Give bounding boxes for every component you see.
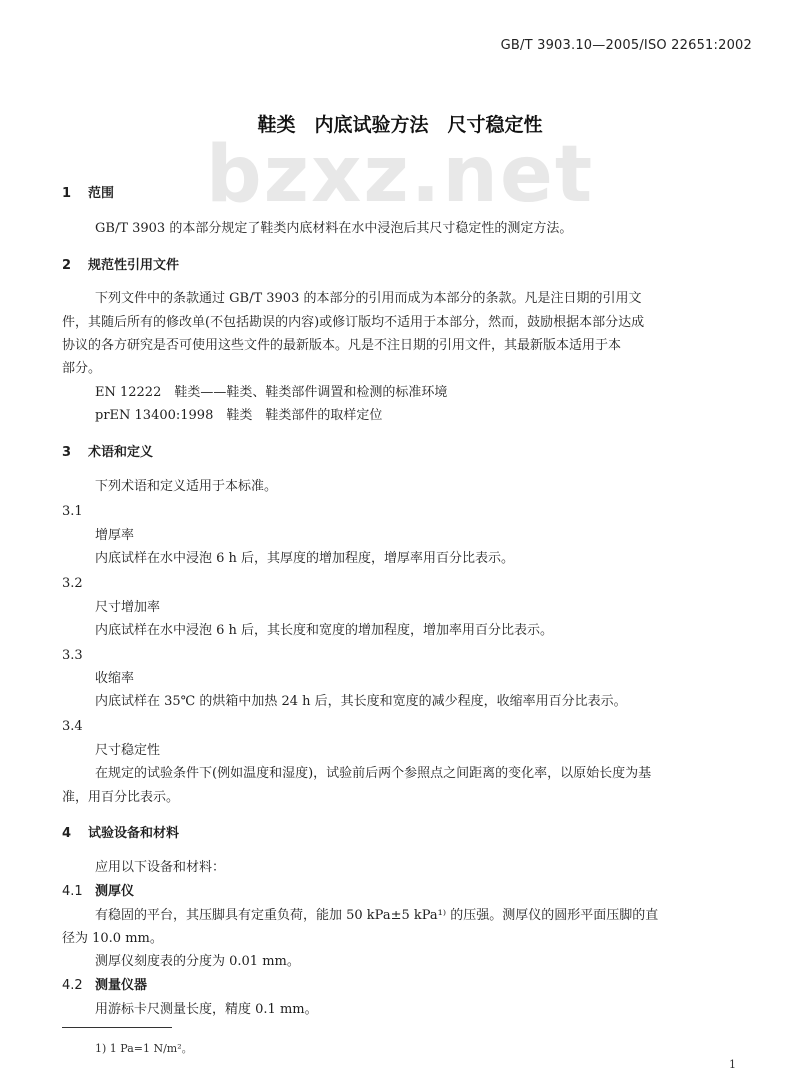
section-2-para-line-3: 协议的各方研究是否可使用这些文件的最新版本。凡是不注日期的引用文件，其最新版本适用于本 bbox=[62, 338, 622, 353]
section-1-title: 范围 bbox=[88, 186, 115, 201]
section-2-heading bbox=[62, 256, 179, 276]
item-4-1-text-line-3: 测厚仪刻度表的分度为 0.01 mm。 bbox=[95, 954, 300, 969]
term-3-1-number: 3.1 bbox=[62, 504, 83, 519]
term-3-2-definition: 内底试样在水中浸泡 6 h 后，其长度和宽度的增加程度，增加率用百分比表示。 bbox=[95, 623, 554, 638]
item-4-1-number: 4.1 bbox=[62, 884, 83, 899]
term-3-1-name: 增厚率 bbox=[95, 528, 135, 543]
page-title: 鞋类 内底试验方法 尺寸稳定性 bbox=[257, 114, 543, 136]
term-3-4-name: 尺寸稳定性 bbox=[95, 743, 161, 758]
term-3-3-definition: 内底试样在 35℃ 的烘箱中加热 24 h 后，其长度和宽度的减少程度，收缩率用百分比表示。 bbox=[95, 694, 627, 709]
term-3-2-number: 3.2 bbox=[62, 576, 83, 591]
section-2-title: 规范性引用文件 bbox=[88, 258, 180, 273]
section-2-para-line-4: 部分。 bbox=[62, 361, 102, 376]
watermark: bzxz.net bbox=[205, 130, 595, 220]
section-3-intro: 下列术语和定义适用于本标准。 bbox=[95, 479, 278, 494]
section-3-number: 3 bbox=[62, 445, 72, 460]
item-4-2-text: 用游标卡尺测量长度，精度 0.1 mm。 bbox=[95, 1002, 318, 1017]
footnote: 1) 1 Pa=1 N/m²。 bbox=[95, 1042, 193, 1055]
term-3-3-name: 收缩率 bbox=[95, 671, 135, 686]
section-2-number: 2 bbox=[62, 258, 72, 273]
section-4-title: 试验设备和材料 bbox=[88, 826, 180, 841]
section-1-text: GB/T 3903 的本部分规定了鞋类内底材料在水中浸泡后其尺寸稳定性的测定方法。 bbox=[95, 221, 573, 236]
section-4-intro: 应用以下设备和材料： bbox=[95, 860, 226, 875]
footnote-divider bbox=[62, 1027, 172, 1028]
page-number: 1 bbox=[729, 1058, 736, 1071]
term-3-1-definition: 内底试样在水中浸泡 6 h 后，其厚度的增加程度，增厚率用百分比表示。 bbox=[95, 551, 515, 566]
item-4-1-name: 测厚仪 bbox=[95, 884, 135, 899]
item-4-1-text-line-1: 有稳固的平台，其压脚具有定重负荷，能加 50 kPa±5 kPa¹⁾ 的压强。测厚仪的圆形平面压脚的直 bbox=[95, 908, 659, 923]
section-2-para-line-1: 下列文件中的条款通过 GB/T 3903 的本部分的引用而成为本部分的条款。凡是注日期的引用文 bbox=[95, 291, 642, 306]
item-4-2-number: 4.2 bbox=[62, 978, 83, 993]
section-1-number: 1 bbox=[62, 186, 72, 201]
item-4-1-text-line-2: 径为 10.0 mm。 bbox=[62, 931, 163, 946]
reference-en-12222: EN 12222 鞋类——鞋类、鞋类部件调置和检测的标准环境 bbox=[95, 385, 448, 400]
item-4-2-name: 测量仪器 bbox=[95, 978, 148, 993]
section-4-number: 4 bbox=[62, 826, 72, 841]
term-3-4-number: 3.4 bbox=[62, 719, 83, 734]
term-3-3-number: 3.3 bbox=[62, 648, 83, 663]
reference-pren-13400: prEN 13400:1998 鞋类 鞋类部件的取样定位 bbox=[95, 408, 383, 423]
item-4-1-heading bbox=[62, 882, 134, 902]
section-4-heading bbox=[62, 824, 179, 844]
standard-number: GB/T 3903.10—2005/ISO 22651:2002 bbox=[500, 38, 752, 53]
section-3-heading bbox=[62, 443, 153, 463]
section-3-title: 术语和定义 bbox=[88, 445, 154, 460]
term-3-4-definition-line-1: 在规定的试验条件下(例如温度和湿度)，试验前后两个参照点之间距离的变化率，以原始长度为基 bbox=[95, 766, 652, 781]
section-2-para-line-2: 件，其随后所有的修改单(不包括勘误的内容)或修订版均不适用于本部分，然而，鼓励根据本部分达成 bbox=[62, 315, 645, 330]
term-3-4-definition-line-2: 准，用百分比表示。 bbox=[62, 790, 180, 805]
item-4-2-heading bbox=[62, 976, 147, 996]
term-3-2-name: 尺寸增加率 bbox=[95, 600, 161, 615]
section-1-heading bbox=[62, 184, 114, 204]
